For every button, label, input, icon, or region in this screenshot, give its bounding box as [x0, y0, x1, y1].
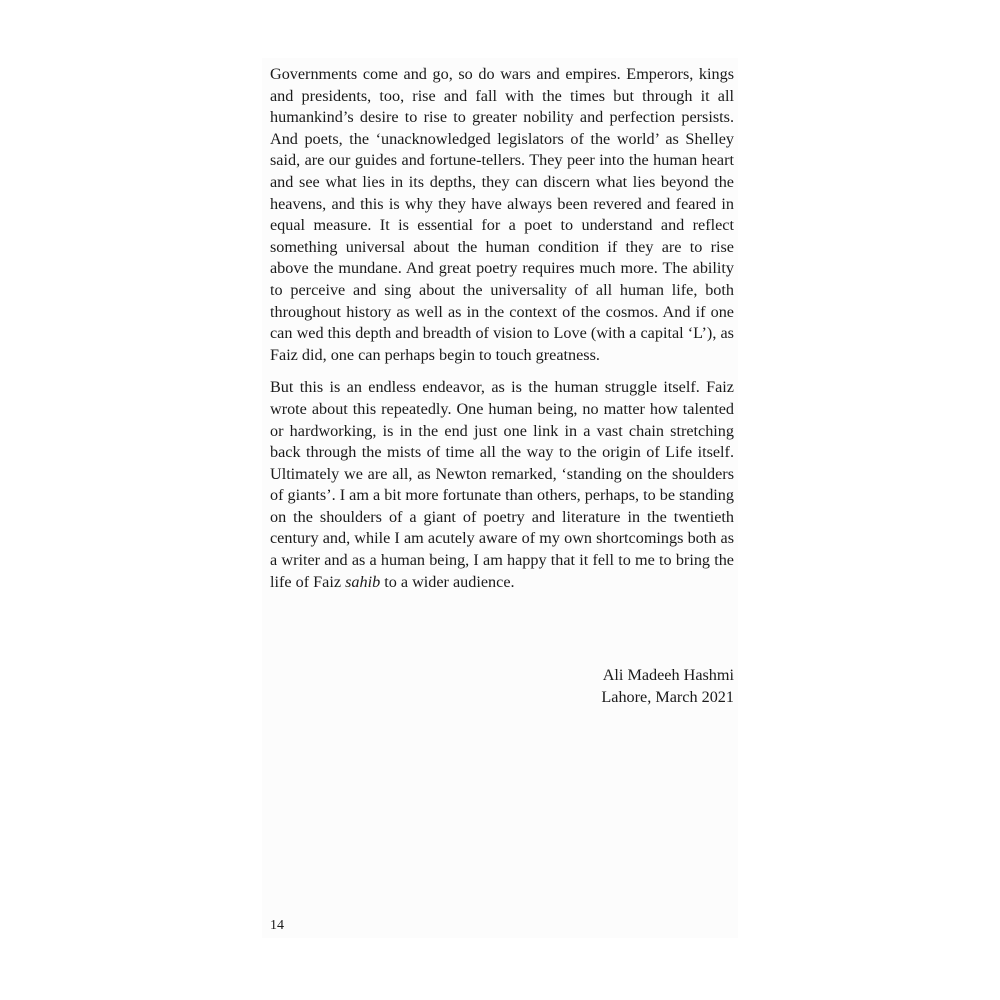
place-and-date: Lahore, March 2021 [601, 688, 734, 706]
page-number: 14 [270, 918, 284, 933]
italic-word-sahib: sahib [345, 572, 381, 591]
paragraph-1: Governments come and go, so do wars and empires. Emperors, kings and presidents, too, rise and fall with the times but through it all humankind’s desire to rise to greater nobility and perfection persists. And poets, the ‘unacknowledged legislators of the world’ as Shelley said, are our guides and fortune-tellers. They peer into the human heart and see what lies in its depths, they can discern what lies beyond the heavens, and this is why they have always been revered and feared in equal measure. It is essential for a poet to understand and reflect something universal about the human condition if they are to rise above the mundane. And great poetry requires much more. The ability to perceive and sing about the universality of all human life, both throughout history as well as in the context of the cosmos. And if one can wed this depth and breadth of vision to Love (with a capital ‘L’), as Faiz did, one can perhaps begin to touch greatness. [270, 65, 734, 364]
paragraph-2-text-start: But this is an endless endeavor, as is the human struggle itself. Faiz wrote about this repeatedly. One human being, no matter how talented or hardworking, is in the end just one link in a vast chain stretching back through the mists of time all the way to the origin of Life itself. Ultimately we are all, as Newton remarked, ‘standing on the shoulders of giants’. I am a bit more fortunate than others, perhaps, to be standing on the shoulders of a giant of poetry and literature in the twentieth century and, while I am acutely aware of my own shortcomings both as a writer and as a human being, I am happy that it fell to me to bring the life of Faiz [270, 378, 734, 591]
paragraph-2 [270, 377, 734, 593]
author-name: Ali Madeeh Hashmi [602, 666, 734, 684]
author-signature [270, 664, 734, 708]
body-text [270, 64, 734, 604]
paragraph-2-text-end: to a wider audience. [380, 572, 515, 591]
